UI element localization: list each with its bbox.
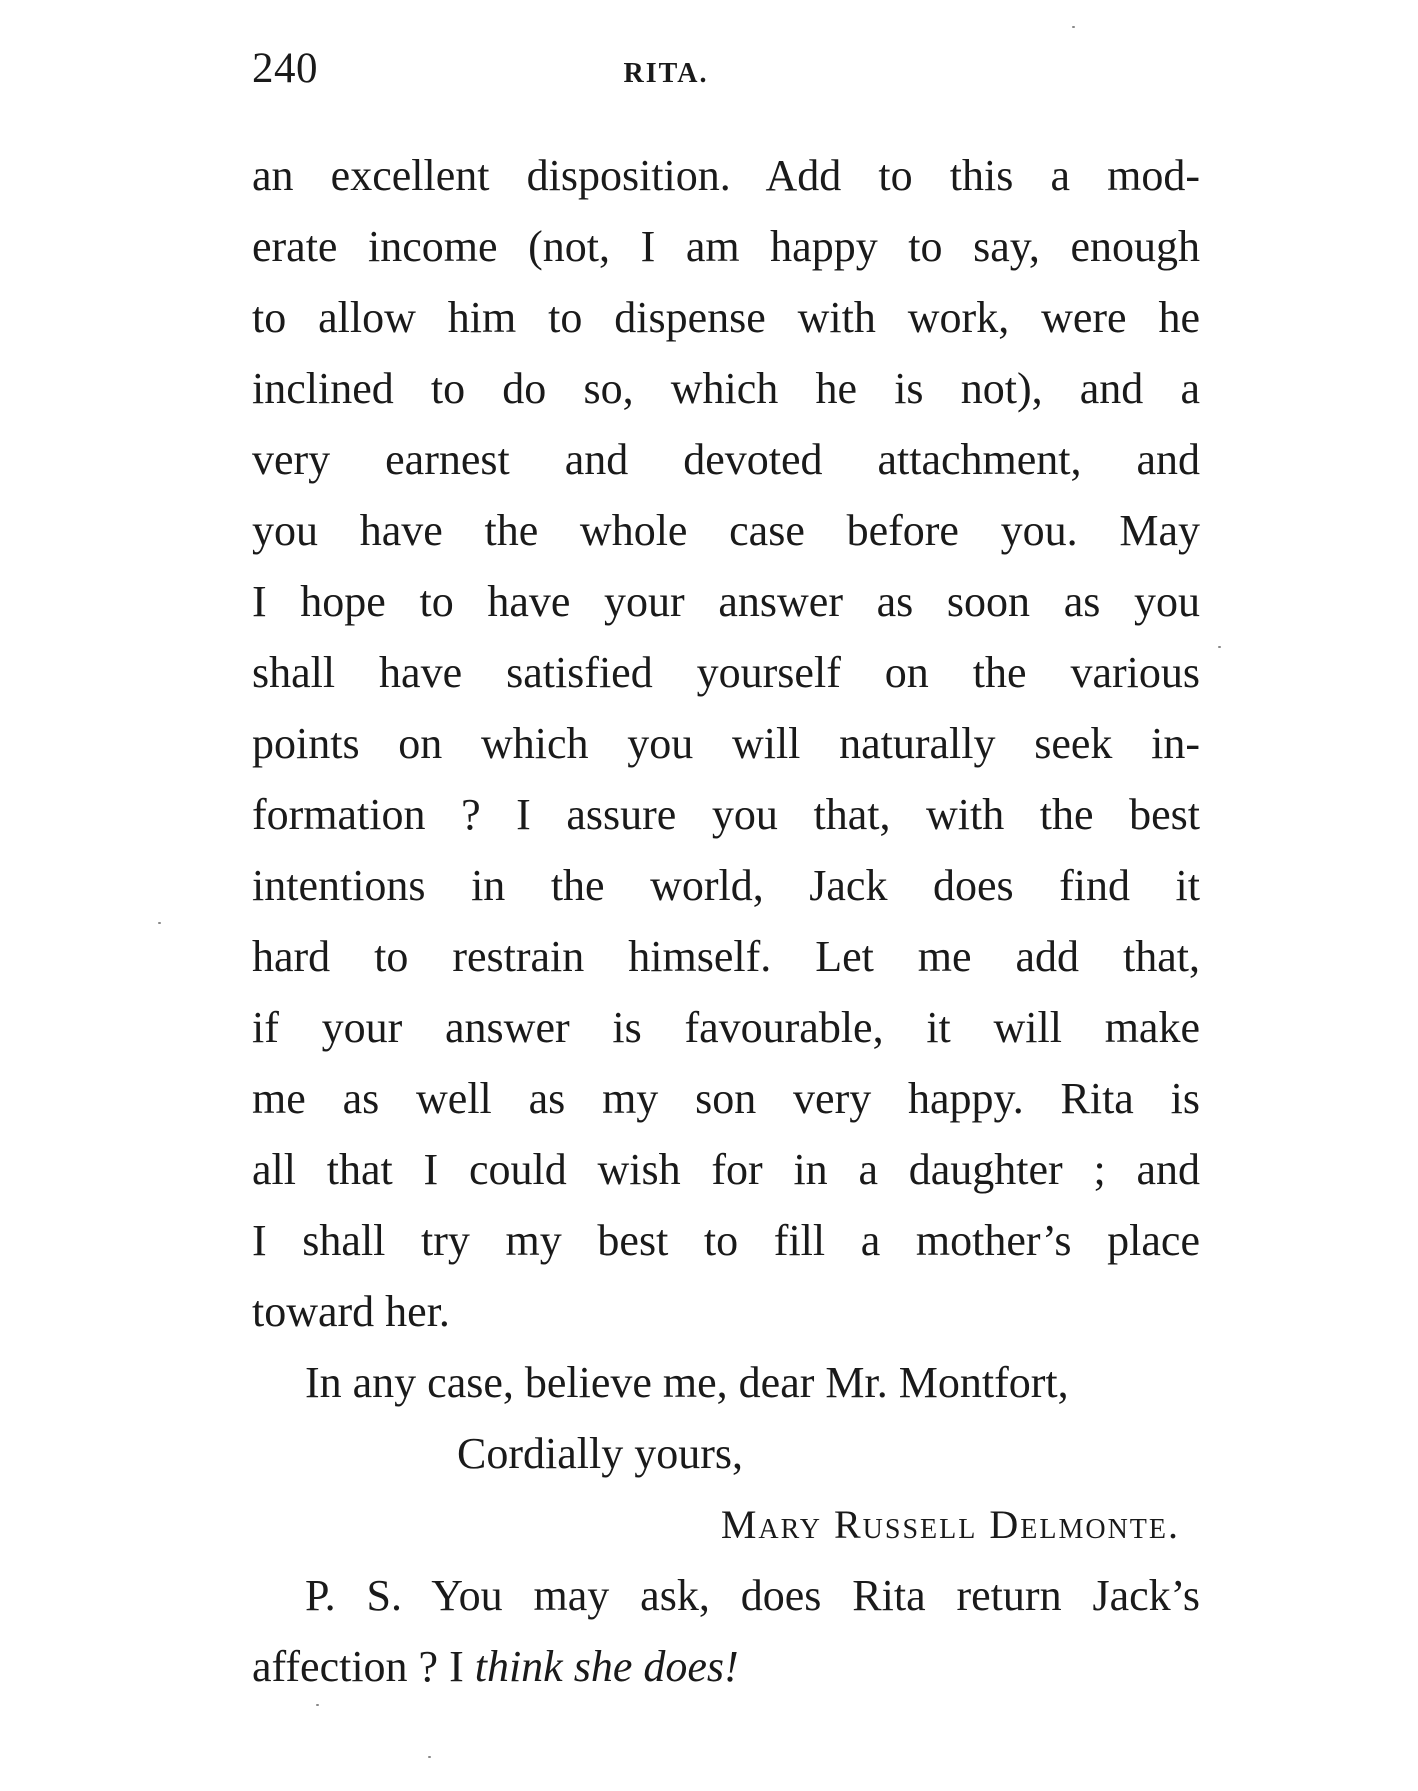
postscript-line-1: P. S. You may ask, does Rita return Jack’s xyxy=(305,1571,1200,1620)
scan-speck xyxy=(1072,26,1075,28)
text-line: inclined to do so, which he is not), and a xyxy=(252,364,1200,413)
scan-speck xyxy=(428,1756,431,1758)
text-line: an excellent disposition. Add to this a mod- xyxy=(252,151,1200,200)
text-line: all that I could wish for in a daughter ; and xyxy=(252,1145,1200,1194)
text-line: very earnest and devoted attachment, and xyxy=(252,435,1200,484)
scan-speck xyxy=(316,1704,319,1706)
valediction: Cordially yours, xyxy=(457,1429,743,1478)
text-line: I shall try my best to fill a mother’s place xyxy=(252,1216,1200,1265)
text-line: you have the whole case before you. May xyxy=(252,506,1200,555)
text-line: to allow him to dispense with work, were he xyxy=(252,293,1200,342)
text-line: intentions in the world, Jack does find it xyxy=(252,861,1200,910)
page-header xyxy=(252,44,1200,104)
scan-speck xyxy=(1218,646,1221,648)
text-line-last: toward her. xyxy=(252,1287,450,1336)
text-line: if your answer is favourable, it will make xyxy=(252,1003,1200,1052)
closing-line: In any case, believe me, dear Mr. Montfort, xyxy=(305,1358,1069,1407)
running-head: RITA. xyxy=(623,58,709,89)
signature: Mary Russell Delmonte. xyxy=(720,1502,1180,1547)
text-line: formation ? I assure you that, with the best xyxy=(252,790,1200,839)
text-line: erate income (not, I am happy to say, enough xyxy=(252,222,1200,271)
letter-text xyxy=(252,140,1200,1702)
text-line: shall have satisfied yourself on the various xyxy=(252,648,1200,697)
scan-speck xyxy=(158,922,161,924)
postscript-plain-text: affection ? I xyxy=(252,1642,475,1691)
text-line: I hope to have your answer as soon as you xyxy=(252,577,1200,626)
text-line: me as well as my son very happy. Rita is xyxy=(252,1074,1200,1123)
page-number: 240 xyxy=(252,45,318,92)
postscript-line-2 xyxy=(252,1631,1200,1702)
text-line: points on which you will naturally seek in- xyxy=(252,719,1200,768)
text-line: hard to restrain himself. Let me add that, xyxy=(252,932,1200,981)
postscript-italic-text: think she does! xyxy=(474,1642,739,1691)
